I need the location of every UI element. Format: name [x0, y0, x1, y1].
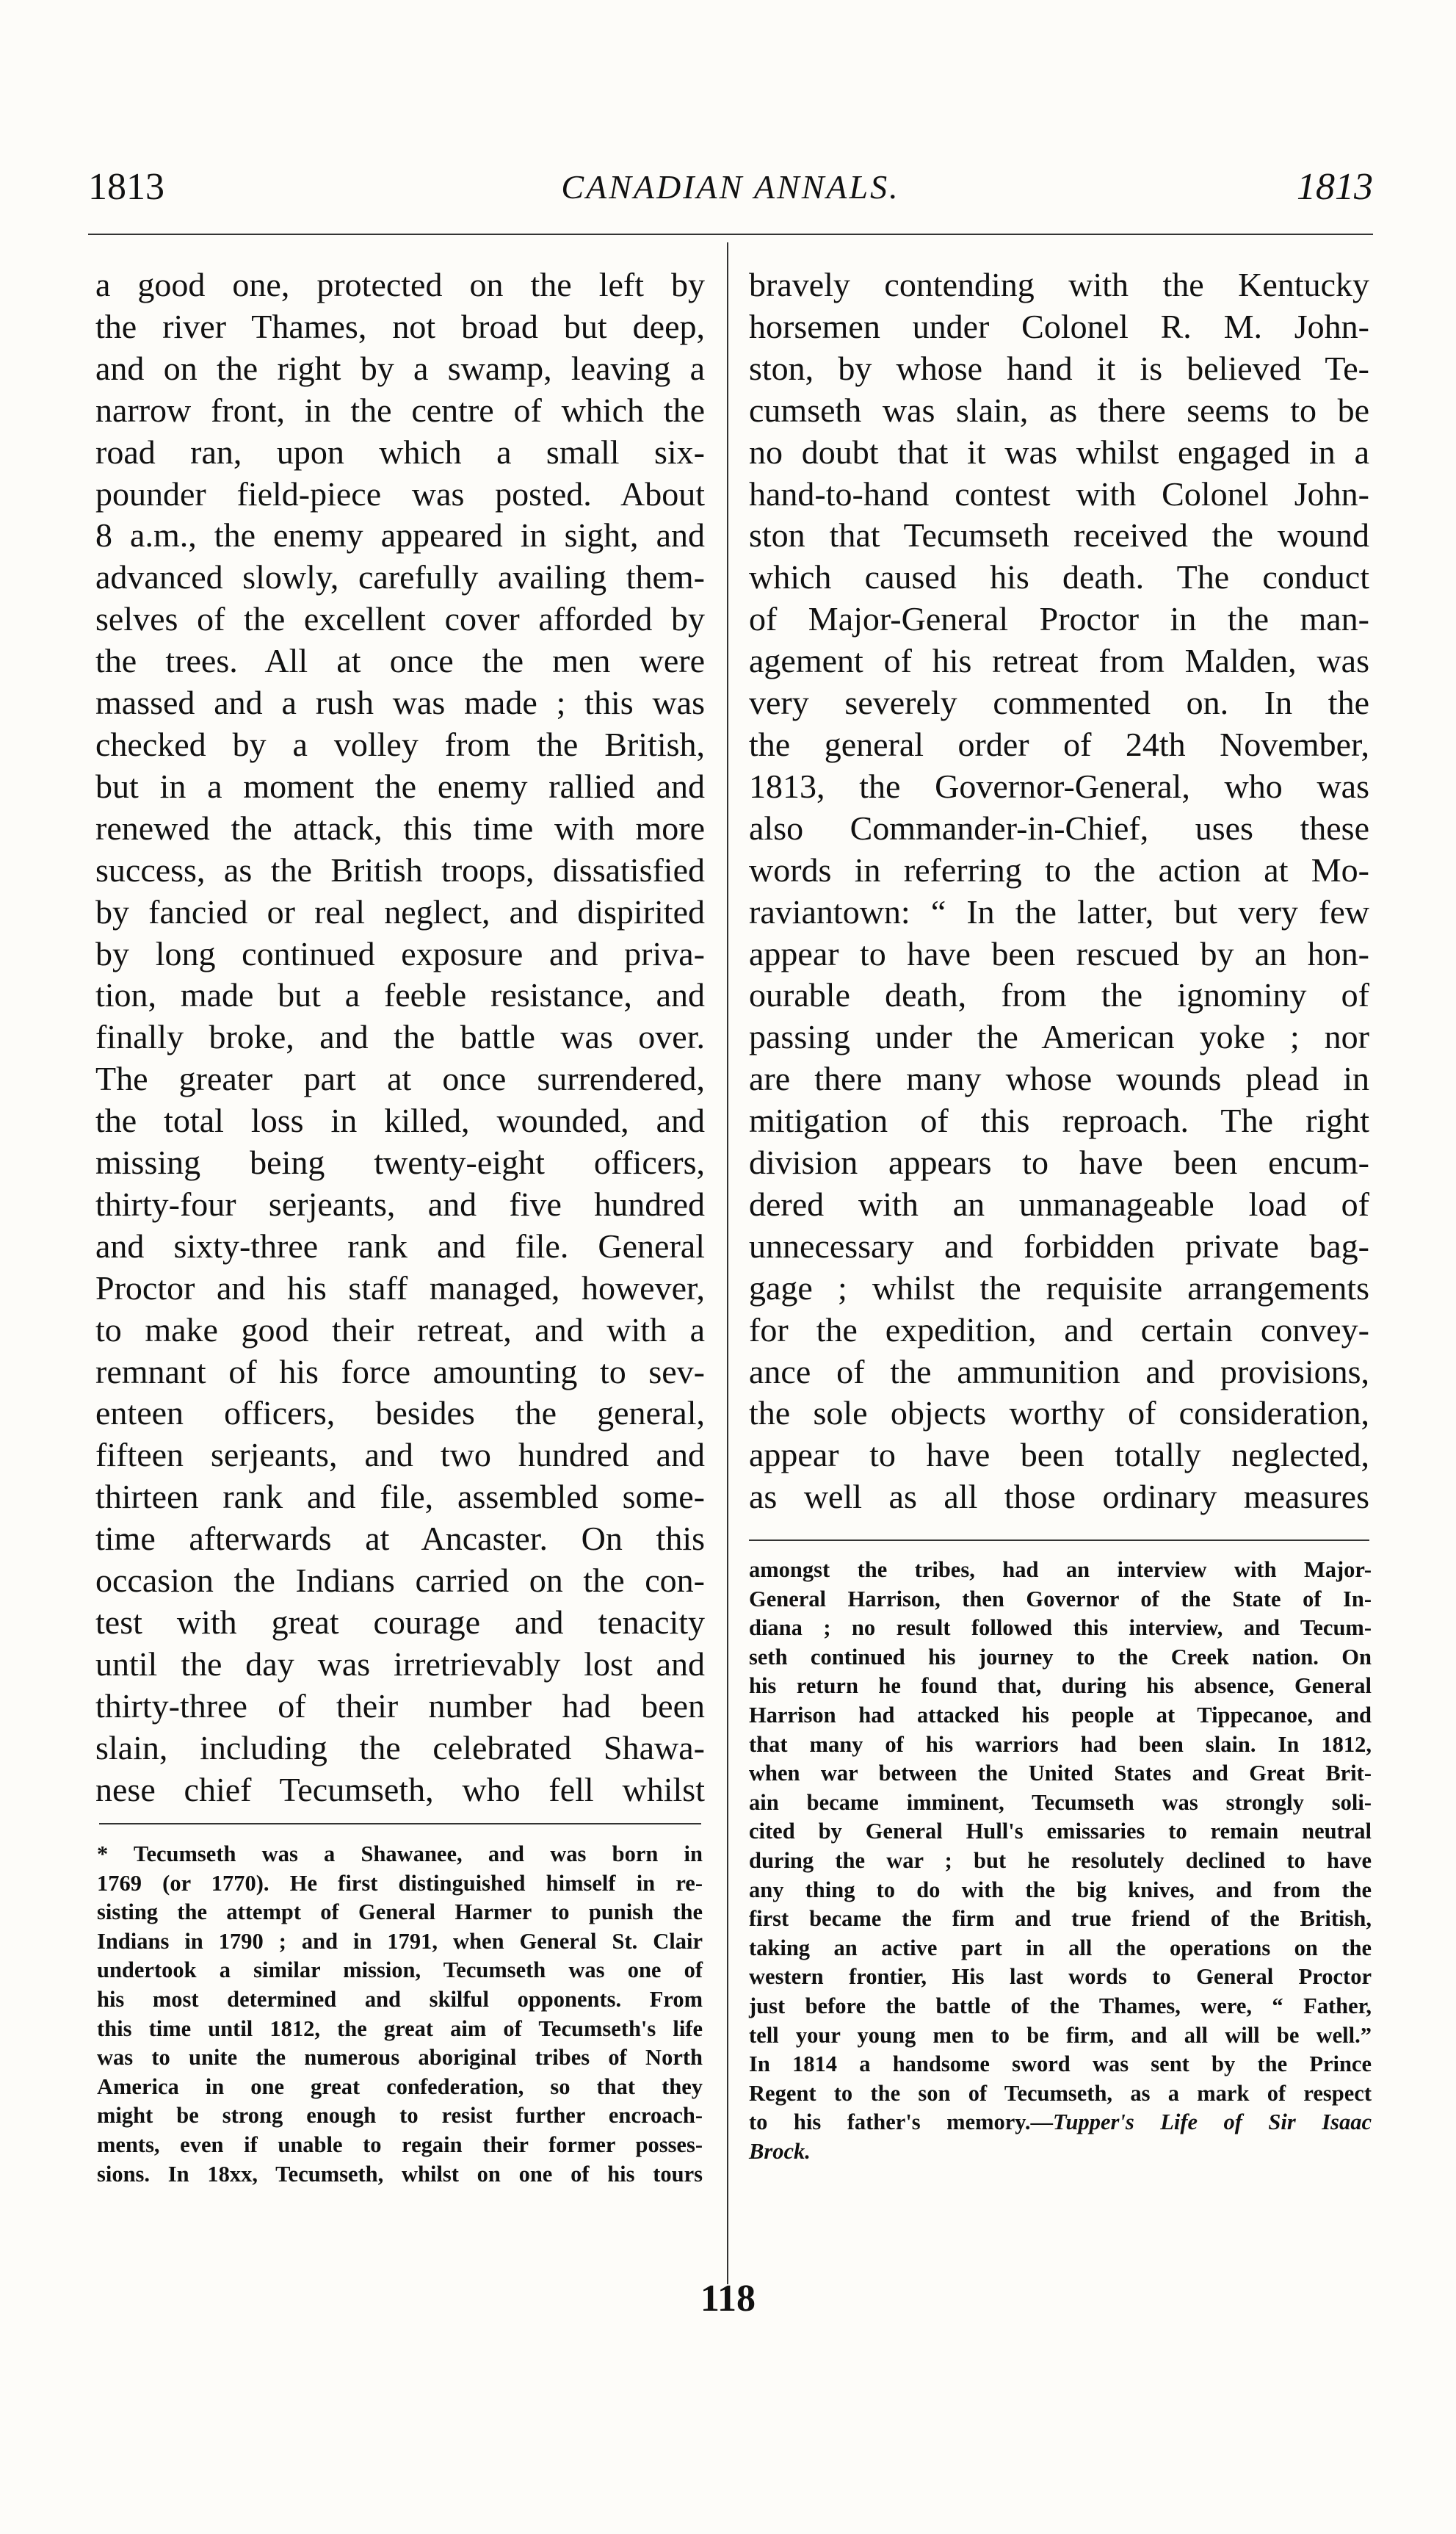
footnote-line: was to unite the numerous aboriginal tribes of North: [97, 2045, 703, 2071]
text-line: the river Thames, not broad but deep,: [95, 307, 705, 345]
footnote-line: this time until 1812, the great aim of Tecumseth's life: [97, 2015, 703, 2041]
text-line: passing under the American yoke ; nor: [749, 1018, 1369, 1056]
text-line: also Commander-in-Chief, uses these: [749, 809, 1369, 847]
footnote-line: ain became imminent, Tecumseth was strongly soli-: [749, 1789, 1372, 1815]
text-line: ston, by whose hand it is believed Te-: [749, 349, 1369, 387]
running-head-year-right: 1813: [1297, 166, 1373, 208]
footnote-line: just before the battle of the Thames, were, “ Father,: [749, 1993, 1372, 2018]
text-line: and on the right by a swamp, leaving a: [95, 349, 705, 387]
text-line: until the day was irretrievably lost and: [95, 1645, 705, 1683]
text-line: success, as the British troops, dissatisfied: [95, 851, 705, 889]
text-line: gage ; whilst the requisite arrangements: [749, 1268, 1369, 1307]
text-line: advanced slowly, carefully availing them-: [95, 558, 705, 596]
text-line: the trees. All at once the men were: [95, 642, 705, 680]
text-line: but in a moment the enemy rallied and: [95, 767, 705, 805]
text-line: by fancied or real neglect, and dispirited: [95, 892, 705, 931]
page-number: 118: [700, 2278, 756, 2320]
text-line: and sixty-three rank and file. General: [95, 1227, 705, 1265]
text-line: words in referring to the action at Mo-: [749, 851, 1369, 889]
footnote-left: [97, 1840, 703, 2189]
text-line: ston that Tecumseth received the wound: [749, 516, 1369, 555]
footnote-line: America in one great confederation, so that they: [97, 2073, 703, 2099]
text-line: narrow front, in the centre of which the: [95, 391, 705, 429]
text-line: very severely commented on. In the: [749, 684, 1369, 722]
text-line: nese chief Tecumseth, who fell whilst: [95, 1770, 705, 1808]
footnote-line: Regent to the son of Tecumseth, as a mark of respect: [749, 2080, 1372, 2106]
footnote-line: his return he found that, during his absence, General: [749, 1673, 1372, 1699]
text-line: horsemen under Colonel R. M. John-: [749, 307, 1369, 345]
footnote-line: when war between the United States and Great Brit-: [749, 1761, 1372, 1786]
text-line: test with great courage and tenacity: [95, 1603, 705, 1641]
text-line: division appears to have been encum-: [749, 1144, 1369, 1182]
footnote-line: sions. In 18xx, Tecumseth, whilst on one of his tours: [97, 2161, 703, 2187]
footnote-citation-end: Brock.: [749, 2138, 811, 2164]
footnote-line: Indians in 1790 ; and in 1791, when General St. Clair: [97, 1928, 703, 1954]
text-line: the sole objects worthy of consideration,: [749, 1394, 1369, 1432]
footnote-line: undertook a similar mission, Tecumseth was one of: [97, 1957, 703, 1983]
text-line: ance of the ammunition and provisions,: [749, 1352, 1369, 1390]
text-line: checked by a volley from the British,: [95, 725, 705, 763]
text-line: time afterwards at Ancaster. On this: [95, 1520, 705, 1558]
text-line: mitigation of this reproach. The right: [749, 1102, 1369, 1140]
footnote-right: [749, 1556, 1372, 2166]
text-line: as well as all those ordinary measures: [749, 1478, 1369, 1516]
text-line: 8 a.m., the enemy appeared in sight, and: [95, 516, 705, 555]
footnote-line: any thing to do with the big knives, and from the: [749, 1877, 1372, 1902]
text-line: for the expedition, and certain convey-: [749, 1310, 1369, 1349]
text-line: hand-to-hand contest with Colonel John-: [749, 474, 1369, 513]
footnote-line: that many of his warriors had been slain. In 1812,: [749, 1731, 1372, 1757]
footnote-line: diana ; no result followed this interview, and Tecum-: [749, 1615, 1372, 1641]
text-line: a good one, protected on the left by: [95, 266, 705, 303]
column-divider: [727, 242, 728, 2284]
text-line: fifteen serjeants, and two hundred and: [95, 1436, 705, 1474]
footnote-rule-right: [749, 1539, 1369, 1541]
text-line: unnecessary and forbidden private bag-: [749, 1227, 1369, 1265]
footnote-line: to his father's memory.—Tupper's Life of Sir Isaac: [749, 2109, 1372, 2135]
text-line: remnant of his force amounting to sev-: [95, 1352, 705, 1390]
text-line: Proctor and his staff managed, however,: [95, 1268, 705, 1307]
footnote-rule-left: [99, 1823, 701, 1824]
footnote-line: his most determined and skilful opponents. From: [97, 1986, 703, 2012]
running-head-year-left: 1813: [88, 166, 164, 208]
text-line: cumseth was slain, as there seems to be: [749, 391, 1369, 429]
footnote-line: In 1814 a handsome sword was sent by the Prince: [749, 2051, 1372, 2077]
footnote-line: Harrison had attacked his people at Tippecanoe, and: [749, 1702, 1372, 1728]
text-line: raviantown: “ In the latter, but very few: [749, 892, 1369, 931]
footnote-line: seth continued his journey to the Creek nation. On: [749, 1644, 1372, 1670]
text-line: 1813, the Governor-General, who was: [749, 767, 1369, 805]
text-line: bravely contending with the Kentucky: [749, 266, 1369, 303]
text-line: missing being twenty-eight officers,: [95, 1144, 705, 1182]
right-column-text: [749, 264, 1369, 1518]
footnote-line: might be strong enough to resist further encroach-: [97, 2103, 703, 2129]
footnote-citation: Tupper's Life of Sir Isaac: [1053, 2109, 1372, 2135]
text-line: renewed the attack, this time with more: [95, 809, 705, 847]
footnote-line: * Tecumseth was a Shawanee, and was born in: [97, 1841, 703, 1866]
text-line: thirty-four serjeants, and five hundred: [95, 1185, 705, 1223]
footnote-line: cited by General Hull's emissaries to remain neutral: [749, 1819, 1372, 1844]
text-line: finally broke, and the battle was over.: [95, 1018, 705, 1056]
footnote-line: during the war ; but he resolutely declined to have: [749, 1847, 1372, 1873]
footnote-line: sisting the attempt of General Harmer to punish the: [97, 1899, 703, 1925]
running-head: [88, 162, 1373, 213]
footnote-line: western frontier, His last words to General Proctor: [749, 1964, 1372, 1990]
left-column-text: [95, 264, 705, 1811]
text-line: appear to have been rescued by an hon-: [749, 934, 1369, 972]
text-line: thirty-three of their number had been: [95, 1686, 705, 1725]
text-line: thirteen rank and file, assembled some-: [95, 1478, 705, 1516]
footnote-line: ments, even if unable to regain their former posses-: [97, 2131, 703, 2157]
text-line: massed and a rush was made ; this was: [95, 684, 705, 722]
text-line: slain, including the celebrated Shawa-: [95, 1728, 705, 1766]
header-rule: [88, 234, 1373, 235]
footnote-line: taking an active part in all the operations on the: [749, 1935, 1372, 1960]
text-line: to make good their retreat, and with a: [95, 1310, 705, 1349]
text-line: road ran, upon which a small six-: [95, 433, 705, 471]
text-line: the general order of 24th November,: [749, 725, 1369, 763]
text-line: tion, made but a feeble resistance, and: [95, 976, 705, 1014]
text-line: of Major-General Proctor in the man-: [749, 600, 1369, 638]
text-line: which caused his death. The conduct: [749, 558, 1369, 596]
text-line: agement of his retreat from Malden, was: [749, 642, 1369, 680]
text-line: selves of the excellent cover afforded by: [95, 600, 705, 638]
text-line: The greater part at once surrendered,: [95, 1060, 705, 1098]
text-line: occasion the Indians carried on the con-: [95, 1562, 705, 1600]
footnote-line: first became the firm and true friend of the British,: [749, 1906, 1372, 1932]
text-line: no doubt that it was whilst engaged in a: [749, 433, 1369, 471]
text-line: the total loss in killed, wounded, and: [95, 1102, 705, 1140]
footnote-line: 1769 (or 1770). He first distinguished himself in re-: [97, 1870, 703, 1896]
footnote-line: amongst the tribes, had an interview with Major-: [749, 1557, 1372, 1582]
running-head-title: CANADIAN ANNALS.: [561, 168, 900, 206]
footnote-line: General Harrison, then Governor of the State of In-: [749, 1586, 1372, 1611]
text-line: dered with an unmanageable load of: [749, 1185, 1369, 1223]
text-line: by long continued exposure and priva-: [95, 934, 705, 972]
footnote-line: tell your young men to be firm, and all will be well.”: [749, 2022, 1372, 2048]
text-line: pounder field-piece was posted. About: [95, 474, 705, 513]
text-line: enteen officers, besides the general,: [95, 1394, 705, 1432]
text-line: are there many whose wounds plead in: [749, 1060, 1369, 1098]
text-line: appear to have been totally neglected,: [749, 1436, 1369, 1474]
text-line: ourable death, from the ignominy of: [749, 976, 1369, 1014]
